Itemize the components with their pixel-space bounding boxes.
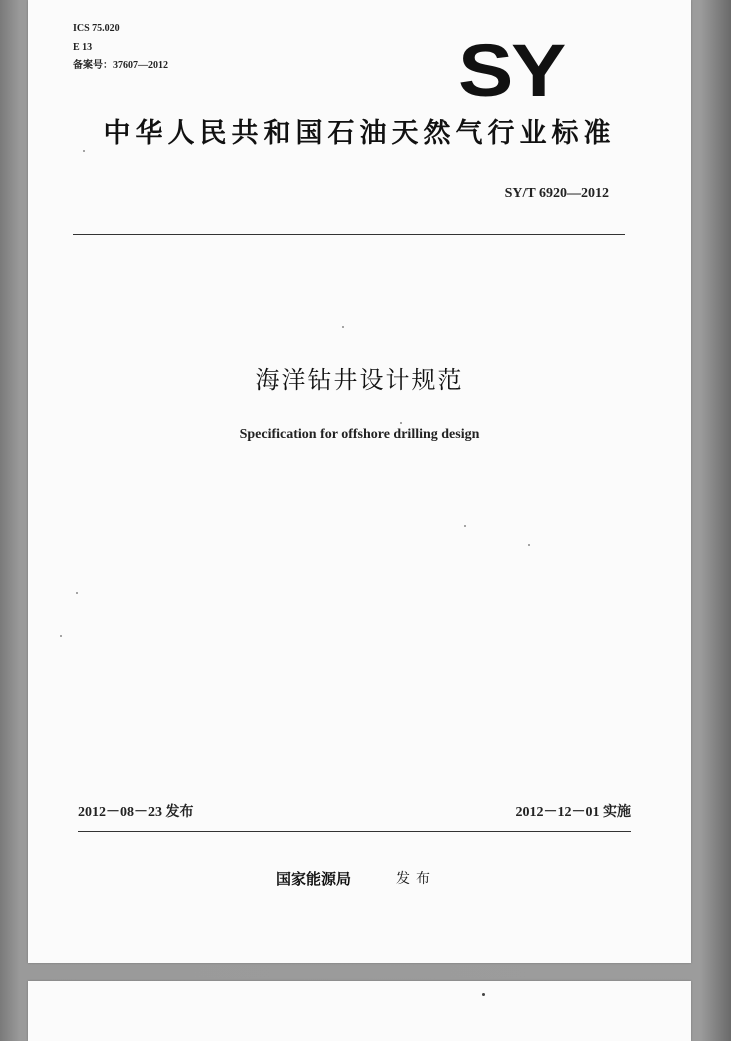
issue-date: 2012－08－23 发布 <box>78 805 194 820</box>
scan-speck <box>342 326 344 328</box>
sy-logo: SY <box>458 29 565 112</box>
scan-speck <box>528 544 530 546</box>
classification-code: E 13 <box>73 42 93 53</box>
scan-speck <box>60 635 62 637</box>
publish-label: 发布 <box>396 871 436 887</box>
scan-speck <box>464 525 466 527</box>
header-divider <box>73 234 625 235</box>
implementation-date: 2012－12－01 实施 <box>515 805 631 820</box>
standard-code: SY/T 6920—2012 <box>504 186 609 201</box>
next-page <box>28 981 691 1041</box>
scan-speck <box>482 993 485 996</box>
publisher-name: 国家能源局 <box>276 870 352 888</box>
record-number: 备案号：37607—2012 <box>73 60 168 71</box>
scan-speck <box>83 150 85 152</box>
ics-code: ICS 75.020 <box>73 23 120 34</box>
document-title-en: Specification for offshore drilling design <box>239 427 480 442</box>
footer-divider <box>78 831 631 832</box>
scan-speck <box>76 592 78 594</box>
document-title-cn: 海洋钻井设计规范 <box>255 366 464 394</box>
organization-title: 中华人民共和国石油天然气行业标准 <box>103 118 616 149</box>
scan-speck <box>400 422 402 424</box>
cover-page <box>28 0 691 963</box>
